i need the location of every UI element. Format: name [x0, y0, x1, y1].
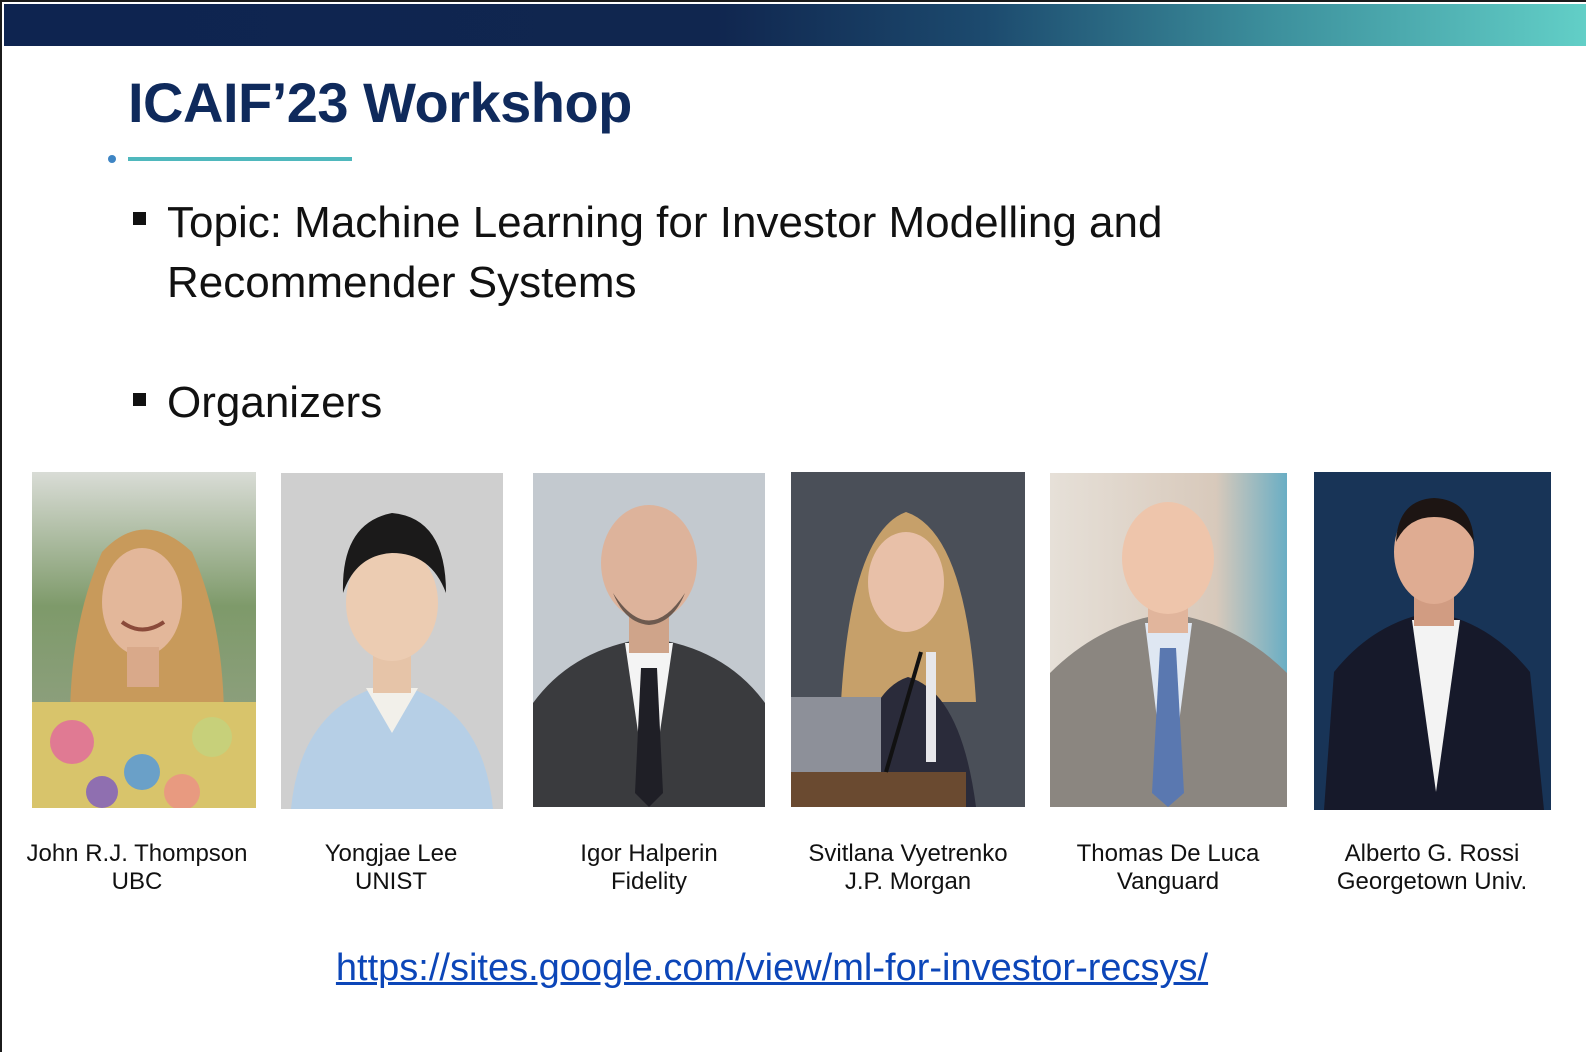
header-gradient-bar	[4, 4, 1586, 46]
organizer-caption	[2, 840, 272, 896]
bullet-square-icon	[133, 393, 146, 406]
organizer-photo-thompson	[32, 472, 256, 808]
topic-line-2: Recommender Systems	[167, 258, 637, 307]
title-dot-icon	[108, 155, 116, 163]
organizer-affiliation: Fidelity	[610, 868, 688, 895]
organizers-heading: Organizers	[167, 378, 383, 427]
organizer-affiliation: UNIST	[355, 868, 427, 895]
organizer-caption	[1033, 840, 1303, 896]
organizer-affiliation: Vanguard	[1116, 868, 1220, 895]
organizer-affiliation: Georgetown Univ.	[1336, 868, 1528, 895]
bullet-square-icon	[133, 212, 146, 225]
organizer-name: John R.J. Thompson	[26, 840, 248, 867]
organizer-name: Thomas De Luca	[1076, 840, 1260, 867]
organizer-caption	[1297, 840, 1567, 896]
organizer-caption	[773, 840, 1043, 896]
organizer-affiliation: UBC	[111, 868, 163, 895]
topic-line-1: Topic: Machine Learning for Investor Modelling and	[167, 198, 1163, 247]
organizer-photo-deluca	[1050, 473, 1287, 807]
organizer-name: Igor Halperin	[580, 840, 718, 867]
organizer-photo-vyetrenko	[791, 472, 1025, 807]
workshop-website-link[interactable]: https://sites.google.com/view/ml-for-investor-recsys/	[335, 947, 1209, 989]
organizer-affiliation: J.P. Morgan	[844, 868, 972, 895]
organizer-photo-lee	[281, 473, 503, 809]
organizer-photo-rossi	[1314, 472, 1551, 810]
organizer-caption	[514, 840, 784, 896]
organizer-caption	[256, 840, 526, 896]
organizer-name: Yongjae Lee	[324, 840, 458, 867]
organizer-name: Svitlana Vyetrenko	[808, 840, 1008, 867]
organizer-photo-halperin	[533, 473, 765, 807]
title-underline	[128, 157, 352, 161]
organizer-name: Alberto G. Rossi	[1344, 840, 1520, 867]
slide-title: ICAIF’23 Workshop	[128, 71, 632, 134]
